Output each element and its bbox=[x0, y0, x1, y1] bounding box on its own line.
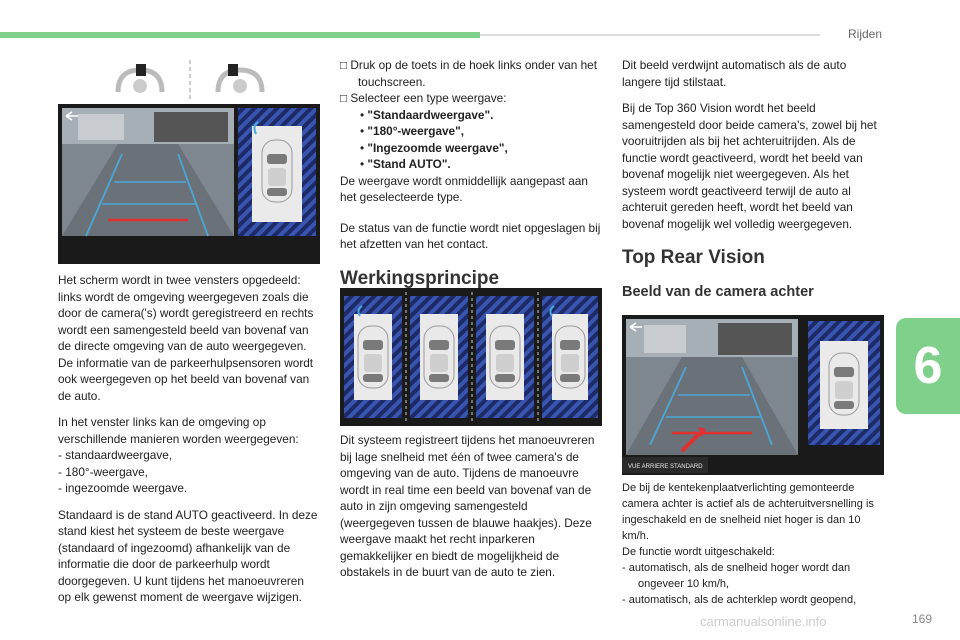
column-left bbox=[58, 272, 320, 616]
heading-top-rear-vision: Top Rear Vision bbox=[622, 247, 765, 268]
column-right-bottom bbox=[622, 480, 884, 608]
paragraph-principle: Dit systeem registreert tijdens het manoeuvreren bij lage snelheid met één of twee camera's de omgeving van de auto. Tijdens de manoeuvre wordt in real time een beeld van bovenaf van de auto in zijn omgeving samengesteld (weergegeven tussen de blauwe haakjes). Deze weergave maakt het recht inparkeren gemakkelijker en biedt de mogelijkheid de obstakels in de buurt van de auto te zien. bbox=[340, 433, 595, 579]
camera-active-text: De bij de kentekenplaatverlichting gemonteerde camera achter is actief als de achteruitversnelling is ingeschakeld en de snelheid niet hoger is dan 10 km/h. bbox=[622, 482, 874, 542]
paragraph-view-adjust: De weergave wordt onmiddellijk aangepast aan het geselecteerde type. bbox=[340, 173, 588, 204]
step-icon: □ bbox=[340, 91, 351, 105]
list-item: - standaardweergave, bbox=[58, 448, 173, 462]
list-item: - ingezoomde weergave. bbox=[58, 481, 188, 495]
header-rule bbox=[480, 34, 820, 36]
step-icon: □ bbox=[340, 58, 351, 72]
list-item: - automatisch, als de snelheid hoger wordt dan ongeveer 10 km/h, bbox=[622, 562, 851, 590]
watermark: carmanualsonline.info bbox=[700, 614, 827, 629]
header-accent-bar bbox=[0, 32, 480, 38]
chapter-number: 6 bbox=[913, 337, 943, 395]
paragraph-status: De status van de functie wordt niet opgeslagen bij het afzetten van het contact. bbox=[340, 220, 601, 251]
section-title: Rijden bbox=[848, 27, 883, 41]
camera-screen-image bbox=[58, 104, 320, 264]
paragraph-auto-mode: Standaard is de stand AUTO geactiveerd. In deze stand kiest het systeem de beste weergave (standaard of ingezoomd) afhankelijk van de informatie die door de parkeerhulp wordt doorgegeven. U kunt tijdens het manoeuvreren op elk gewenst moment de weergave wijzigen. bbox=[58, 507, 318, 604]
instruction-step: □ Selecteer een type weergave: bbox=[340, 91, 507, 105]
paragraph-top360: Bij de Top 360 Vision wordt het beeld samengesteld door beide camera's, zowel bij het vooruitrijden als bij het achteruitrijden. Als de functie wordt geactiveerd, wordt het beeld van bovenaf mogelijk niet weergegeven. Als het systeem wordt geactiveerd terwijl de auto al achteruit gereden heeft, wordt het beeld van bovenaf mogelijk wel volledig weergegeven. bbox=[622, 101, 877, 231]
camera-position-illustration bbox=[110, 58, 270, 104]
instruction-step: □ Druk op de toets in de hoek links onder van het touchscreen. bbox=[340, 58, 597, 89]
view-option: • "180°-weergave", bbox=[360, 124, 464, 138]
deactivation-intro: De functie wordt uitgeschakeld: bbox=[622, 546, 775, 558]
paragraph-image-disappears: Dit beeld verdwijnt automatisch als de auto langere tijd stilstaat. bbox=[622, 58, 847, 89]
list-item: - 180°-weergave, bbox=[58, 464, 148, 479]
column-middle bbox=[340, 57, 602, 291]
paragraph-split-screen: Het scherm wordt in twee vensters opgedeeld: links wordt de omgeving weergegeven zoals die door de camera('s) wordt geregistreerd en rechts wordt een samengesteld beeld van bovenaf van de directe omgeving van de auto weergegeven. De informatie van de parkeerhulpsensoren wordt ook weergegeven op het beeld van bovenaf van de auto. bbox=[58, 273, 314, 403]
chapter-tab bbox=[896, 318, 960, 414]
front-camera-steering-wheel-icon bbox=[218, 64, 262, 93]
heading-werkingsprincipe: Werkingsprincipe bbox=[340, 267, 500, 289]
view-modes-intro: In het venster links kan de omgeving op verschillende manieren worden weergegeven: bbox=[58, 415, 299, 446]
column-right bbox=[622, 57, 884, 302]
view-option: • "Ingezoomde weergave", bbox=[360, 140, 508, 155]
view-option: • "Stand AUTO". bbox=[360, 157, 451, 171]
column-middle-bottom bbox=[340, 432, 602, 591]
rear-camera-screen-image bbox=[622, 315, 884, 475]
list-item: - automatisch, als de achterklep wordt geopend, bbox=[622, 594, 857, 606]
four-view-image bbox=[340, 288, 602, 426]
paragraph-camera-active bbox=[622, 480, 884, 608]
camera-view-label[interactable]: VUE ARRIERE STANDARD bbox=[628, 464, 703, 470]
page-number: 169 bbox=[912, 612, 933, 626]
paragraph-view-modes bbox=[58, 414, 320, 497]
rear-camera-steering-wheel-icon bbox=[118, 64, 162, 93]
heading-rear-camera: Beeld van de camera achter bbox=[622, 284, 814, 300]
view-option: • "Standaardweergave". bbox=[360, 107, 494, 122]
